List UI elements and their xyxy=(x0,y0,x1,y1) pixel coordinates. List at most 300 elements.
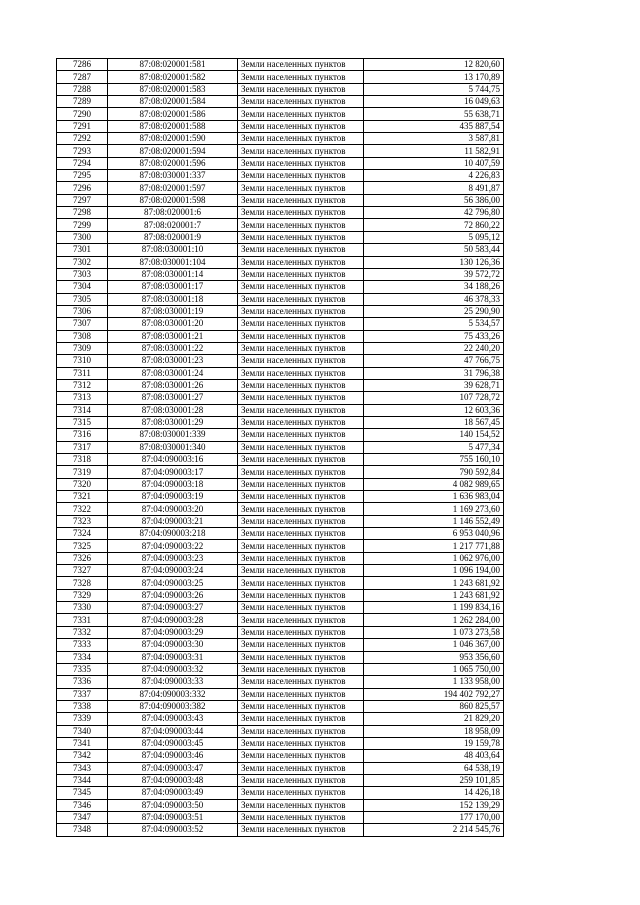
land-category-cell: Земли населенных пунктов xyxy=(238,589,364,601)
cadastral-number-cell: 87:08:020001:584 xyxy=(108,96,238,108)
table-row xyxy=(57,478,504,490)
row-number-cell: 7291 xyxy=(57,120,108,132)
value-cell: 8 491,87 xyxy=(364,182,504,194)
table-row xyxy=(57,774,504,786)
cadastral-number-cell: 87:04:090003:50 xyxy=(108,799,238,811)
value-cell: 1 073 273,58 xyxy=(364,626,504,638)
value-cell: 31 796,38 xyxy=(364,367,504,379)
table-row xyxy=(57,170,504,182)
row-number-cell: 7286 xyxy=(57,59,108,71)
land-category-cell: Земли населенных пунктов xyxy=(238,552,364,564)
table-row xyxy=(57,552,504,564)
table-row xyxy=(57,515,504,527)
value-cell: 790 592,84 xyxy=(364,466,504,478)
land-category-cell: Земли населенных пунктов xyxy=(238,725,364,737)
value-cell: 107 728,72 xyxy=(364,392,504,404)
table-row xyxy=(57,108,504,120)
value-cell: 75 433,26 xyxy=(364,330,504,342)
row-number-cell: 7296 xyxy=(57,182,108,194)
row-number-cell: 7346 xyxy=(57,799,108,811)
table-row xyxy=(57,540,504,552)
table-row xyxy=(57,207,504,219)
row-number-cell: 7317 xyxy=(57,441,108,453)
row-number-cell: 7307 xyxy=(57,318,108,330)
cadastral-number-cell: 87:04:090003:17 xyxy=(108,466,238,478)
land-category-cell: Земли населенных пунктов xyxy=(238,379,364,391)
value-cell: 755 160,10 xyxy=(364,454,504,466)
land-category-cell: Земли населенных пунктов xyxy=(238,96,364,108)
table-row xyxy=(57,491,504,503)
row-number-cell: 7299 xyxy=(57,219,108,231)
cadastral-number-cell: 87:04:090003:28 xyxy=(108,614,238,626)
cadastral-number-cell: 87:08:020001:597 xyxy=(108,182,238,194)
row-number-cell: 7315 xyxy=(57,416,108,428)
value-cell: 1 169 273,60 xyxy=(364,503,504,515)
document-page xyxy=(56,58,504,837)
table-row xyxy=(57,157,504,169)
cadastral-number-cell: 87:08:030001:23 xyxy=(108,355,238,367)
row-number-cell: 7320 xyxy=(57,478,108,490)
table-row xyxy=(57,182,504,194)
row-number-cell: 7292 xyxy=(57,133,108,145)
table-row xyxy=(57,651,504,663)
cadastral-number-cell: 87:04:090003:20 xyxy=(108,503,238,515)
row-number-cell: 7326 xyxy=(57,552,108,564)
cadastral-number-cell: 87:08:020001:590 xyxy=(108,133,238,145)
row-number-cell: 7348 xyxy=(57,824,108,836)
table-row xyxy=(57,762,504,774)
land-plots-table xyxy=(56,58,504,837)
cadastral-number-cell: 87:08:020001:583 xyxy=(108,83,238,95)
value-cell: 11 582,91 xyxy=(364,145,504,157)
row-number-cell: 7322 xyxy=(57,503,108,515)
table-row xyxy=(57,824,504,836)
value-cell: 47 766,75 xyxy=(364,355,504,367)
table-row xyxy=(57,614,504,626)
value-cell: 1 096 194,00 xyxy=(364,565,504,577)
cadastral-number-cell: 87:04:090003:51 xyxy=(108,811,238,823)
row-number-cell: 7294 xyxy=(57,157,108,169)
cadastral-number-cell: 87:04:090003:43 xyxy=(108,713,238,725)
cadastral-number-cell: 87:08:020001:9 xyxy=(108,231,238,243)
row-number-cell: 7324 xyxy=(57,528,108,540)
value-cell: 1 046 367,00 xyxy=(364,639,504,651)
land-category-cell: Земли населенных пунктов xyxy=(238,737,364,749)
row-number-cell: 7312 xyxy=(57,379,108,391)
row-number-cell: 7344 xyxy=(57,774,108,786)
land-category-cell: Земли населенных пунктов xyxy=(238,330,364,342)
table-row xyxy=(57,120,504,132)
land-category-cell: Земли населенных пунктов xyxy=(238,799,364,811)
row-number-cell: 7306 xyxy=(57,305,108,317)
row-number-cell: 7316 xyxy=(57,429,108,441)
land-category-cell: Земли населенных пунктов xyxy=(238,416,364,428)
cadastral-number-cell: 87:08:030001:340 xyxy=(108,441,238,453)
cadastral-number-cell: 87:04:090003:52 xyxy=(108,824,238,836)
land-category-cell: Земли населенных пунктов xyxy=(238,602,364,614)
table-row xyxy=(57,750,504,762)
land-category-cell: Земли населенных пунктов xyxy=(238,342,364,354)
row-number-cell: 7339 xyxy=(57,713,108,725)
table-row xyxy=(57,268,504,280)
table-row xyxy=(57,737,504,749)
table-row xyxy=(57,379,504,391)
land-category-cell: Земли населенных пунктов xyxy=(238,59,364,71)
cadastral-number-cell: 87:08:030001:337 xyxy=(108,170,238,182)
value-cell: 13 170,89 xyxy=(364,71,504,83)
land-category-cell: Земли населенных пунктов xyxy=(238,478,364,490)
table-row xyxy=(57,59,504,71)
value-cell: 18 958,09 xyxy=(364,725,504,737)
value-cell: 2 214 545,76 xyxy=(364,824,504,836)
table-row xyxy=(57,676,504,688)
value-cell: 48 403,64 xyxy=(364,750,504,762)
cadastral-number-cell: 87:08:020001:588 xyxy=(108,120,238,132)
cadastral-number-cell: 87:04:090003:19 xyxy=(108,491,238,503)
value-cell: 42 796,80 xyxy=(364,207,504,219)
value-cell: 1 636 983,04 xyxy=(364,491,504,503)
row-number-cell: 7290 xyxy=(57,108,108,120)
table-row xyxy=(57,688,504,700)
land-category-cell: Земли населенных пунктов xyxy=(238,577,364,589)
cadastral-number-cell: 87:04:090003:29 xyxy=(108,626,238,638)
table-row xyxy=(57,96,504,108)
land-category-cell: Земли населенных пунктов xyxy=(238,688,364,700)
value-cell: 25 290,90 xyxy=(364,305,504,317)
table-row xyxy=(57,355,504,367)
table-row xyxy=(57,244,504,256)
table-row xyxy=(57,293,504,305)
land-category-cell: Земли населенных пунктов xyxy=(238,762,364,774)
row-number-cell: 7321 xyxy=(57,491,108,503)
value-cell: 1 146 552,49 xyxy=(364,515,504,527)
land-category-cell: Земли населенных пунктов xyxy=(238,713,364,725)
table-row xyxy=(57,713,504,725)
row-number-cell: 7338 xyxy=(57,700,108,712)
table-row xyxy=(57,725,504,737)
cadastral-number-cell: 87:04:090003:47 xyxy=(108,762,238,774)
value-cell: 177 170,00 xyxy=(364,811,504,823)
table-row xyxy=(57,639,504,651)
cadastral-number-cell: 87:04:090003:22 xyxy=(108,540,238,552)
cadastral-number-cell: 87:08:030001:339 xyxy=(108,429,238,441)
table-row xyxy=(57,787,504,799)
table-body xyxy=(57,59,504,837)
row-number-cell: 7330 xyxy=(57,602,108,614)
table-row xyxy=(57,194,504,206)
land-category-cell: Земли населенных пунктов xyxy=(238,268,364,280)
row-number-cell: 7345 xyxy=(57,787,108,799)
row-number-cell: 7301 xyxy=(57,244,108,256)
land-category-cell: Земли населенных пунктов xyxy=(238,639,364,651)
row-number-cell: 7289 xyxy=(57,96,108,108)
row-number-cell: 7342 xyxy=(57,750,108,762)
cadastral-number-cell: 87:08:030001:28 xyxy=(108,404,238,416)
cadastral-number-cell: 87:08:030001:24 xyxy=(108,367,238,379)
row-number-cell: 7335 xyxy=(57,663,108,675)
row-number-cell: 7333 xyxy=(57,639,108,651)
land-category-cell: Земли населенных пунктов xyxy=(238,454,364,466)
row-number-cell: 7327 xyxy=(57,565,108,577)
cadastral-number-cell: 87:04:090003:31 xyxy=(108,651,238,663)
cadastral-number-cell: 87:08:030001:14 xyxy=(108,268,238,280)
cadastral-number-cell: 87:04:090003:16 xyxy=(108,454,238,466)
value-cell: 50 583,44 xyxy=(364,244,504,256)
land-category-cell: Земли населенных пунктов xyxy=(238,392,364,404)
table-row xyxy=(57,429,504,441)
cadastral-number-cell: 87:08:030001:22 xyxy=(108,342,238,354)
cadastral-number-cell: 87:08:020001:586 xyxy=(108,108,238,120)
land-category-cell: Земли населенных пунктов xyxy=(238,515,364,527)
value-cell: 194 402 792,27 xyxy=(364,688,504,700)
value-cell: 56 386,00 xyxy=(364,194,504,206)
cadastral-number-cell: 87:08:030001:20 xyxy=(108,318,238,330)
table-row xyxy=(57,342,504,354)
cadastral-number-cell: 87:08:030001:104 xyxy=(108,256,238,268)
row-number-cell: 7334 xyxy=(57,651,108,663)
row-number-cell: 7319 xyxy=(57,466,108,478)
row-number-cell: 7288 xyxy=(57,83,108,95)
row-number-cell: 7314 xyxy=(57,404,108,416)
table-row xyxy=(57,318,504,330)
land-category-cell: Земли населенных пунктов xyxy=(238,293,364,305)
row-number-cell: 7308 xyxy=(57,330,108,342)
table-row xyxy=(57,602,504,614)
value-cell: 860 825,57 xyxy=(364,700,504,712)
table-row xyxy=(57,799,504,811)
row-number-cell: 7328 xyxy=(57,577,108,589)
value-cell: 259 101,85 xyxy=(364,774,504,786)
row-number-cell: 7341 xyxy=(57,737,108,749)
cadastral-number-cell: 87:04:090003:33 xyxy=(108,676,238,688)
value-cell: 1 243 681,92 xyxy=(364,577,504,589)
value-cell: 1 133 958,00 xyxy=(364,676,504,688)
cadastral-number-cell: 87:08:020001:582 xyxy=(108,71,238,83)
cadastral-number-cell: 87:08:020001:596 xyxy=(108,157,238,169)
row-number-cell: 7340 xyxy=(57,725,108,737)
row-number-cell: 7310 xyxy=(57,355,108,367)
table-row xyxy=(57,700,504,712)
table-row xyxy=(57,454,504,466)
value-cell: 5 744,75 xyxy=(364,83,504,95)
value-cell: 64 538,19 xyxy=(364,762,504,774)
cadastral-number-cell: 87:08:030001:19 xyxy=(108,305,238,317)
table-row xyxy=(57,416,504,428)
land-category-cell: Земли населенных пунктов xyxy=(238,503,364,515)
value-cell: 5 477,34 xyxy=(364,441,504,453)
value-cell: 953 356,60 xyxy=(364,651,504,663)
land-category-cell: Земли населенных пунктов xyxy=(238,281,364,293)
value-cell: 46 378,33 xyxy=(364,293,504,305)
row-number-cell: 7347 xyxy=(57,811,108,823)
land-category-cell: Земли населенных пунктов xyxy=(238,700,364,712)
row-number-cell: 7318 xyxy=(57,454,108,466)
value-cell: 22 240,20 xyxy=(364,342,504,354)
land-category-cell: Земли населенных пунктов xyxy=(238,811,364,823)
value-cell: 39 628,71 xyxy=(364,379,504,391)
cadastral-number-cell: 87:04:090003:44 xyxy=(108,725,238,737)
value-cell: 10 407,59 xyxy=(364,157,504,169)
land-category-cell: Земли населенных пунктов xyxy=(238,318,364,330)
cadastral-number-cell: 87:04:090003:48 xyxy=(108,774,238,786)
cadastral-number-cell: 87:08:020001:594 xyxy=(108,145,238,157)
land-category-cell: Земли населенных пунктов xyxy=(238,787,364,799)
row-number-cell: 7295 xyxy=(57,170,108,182)
table-row xyxy=(57,305,504,317)
land-category-cell: Земли населенных пунктов xyxy=(238,194,364,206)
value-cell: 12 820,60 xyxy=(364,59,504,71)
land-category-cell: Земли населенных пунктов xyxy=(238,466,364,478)
land-category-cell: Земли населенных пунктов xyxy=(238,256,364,268)
land-category-cell: Земли населенных пунктов xyxy=(238,651,364,663)
table-row xyxy=(57,330,504,342)
value-cell: 4 226,83 xyxy=(364,170,504,182)
table-row xyxy=(57,71,504,83)
table-row xyxy=(57,392,504,404)
land-category-cell: Земли населенных пунктов xyxy=(238,355,364,367)
row-number-cell: 7337 xyxy=(57,688,108,700)
table-row xyxy=(57,145,504,157)
value-cell: 1 065 750,00 xyxy=(364,663,504,675)
land-category-cell: Земли населенных пунктов xyxy=(238,120,364,132)
land-category-cell: Земли населенных пунктов xyxy=(238,565,364,577)
cadastral-number-cell: 87:08:030001:29 xyxy=(108,416,238,428)
row-number-cell: 7313 xyxy=(57,392,108,404)
table-row xyxy=(57,281,504,293)
value-cell: 1 062 976,00 xyxy=(364,552,504,564)
table-row xyxy=(57,626,504,638)
land-category-cell: Земли населенных пунктов xyxy=(238,404,364,416)
cadastral-number-cell: 87:04:090003:382 xyxy=(108,700,238,712)
land-category-cell: Земли населенных пунктов xyxy=(238,750,364,762)
cadastral-number-cell: 87:04:090003:30 xyxy=(108,639,238,651)
cadastral-number-cell: 87:08:020001:598 xyxy=(108,194,238,206)
land-category-cell: Земли населенных пунктов xyxy=(238,824,364,836)
row-number-cell: 7343 xyxy=(57,762,108,774)
row-number-cell: 7300 xyxy=(57,231,108,243)
cadastral-number-cell: 87:04:090003:49 xyxy=(108,787,238,799)
row-number-cell: 7305 xyxy=(57,293,108,305)
land-category-cell: Земли населенных пунктов xyxy=(238,614,364,626)
land-category-cell: Земли населенных пунктов xyxy=(238,182,364,194)
value-cell: 5 095,12 xyxy=(364,231,504,243)
land-category-cell: Земли населенных пунктов xyxy=(238,626,364,638)
value-cell: 14 426,18 xyxy=(364,787,504,799)
value-cell: 19 159,78 xyxy=(364,737,504,749)
value-cell: 16 049,63 xyxy=(364,96,504,108)
land-category-cell: Земли населенных пунктов xyxy=(238,83,364,95)
cadastral-number-cell: 87:08:030001:27 xyxy=(108,392,238,404)
land-category-cell: Земли населенных пунктов xyxy=(238,219,364,231)
land-category-cell: Земли населенных пунктов xyxy=(238,528,364,540)
table-row xyxy=(57,589,504,601)
table-row xyxy=(57,256,504,268)
land-category-cell: Земли населенных пунктов xyxy=(238,108,364,120)
land-category-cell: Земли населенных пунктов xyxy=(238,231,364,243)
cadastral-number-cell: 87:08:030001:26 xyxy=(108,379,238,391)
value-cell: 72 860,22 xyxy=(364,219,504,231)
row-number-cell: 7309 xyxy=(57,342,108,354)
land-category-cell: Земли населенных пунктов xyxy=(238,305,364,317)
land-category-cell: Земли населенных пунктов xyxy=(238,676,364,688)
cadastral-number-cell: 87:04:090003:27 xyxy=(108,602,238,614)
table-row xyxy=(57,83,504,95)
table-row xyxy=(57,811,504,823)
land-category-cell: Земли населенных пунктов xyxy=(238,367,364,379)
land-category-cell: Земли населенных пунктов xyxy=(238,170,364,182)
row-number-cell: 7331 xyxy=(57,614,108,626)
land-category-cell: Земли населенных пунктов xyxy=(238,207,364,219)
value-cell: 34 188,26 xyxy=(364,281,504,293)
table-row xyxy=(57,441,504,453)
row-number-cell: 7325 xyxy=(57,540,108,552)
table-row xyxy=(57,231,504,243)
cadastral-number-cell: 87:04:090003:23 xyxy=(108,552,238,564)
table-row xyxy=(57,565,504,577)
cadastral-number-cell: 87:04:090003:332 xyxy=(108,688,238,700)
value-cell: 39 572,72 xyxy=(364,268,504,280)
table-row xyxy=(57,577,504,589)
cadastral-number-cell: 87:08:030001:17 xyxy=(108,281,238,293)
value-cell: 4 082 989,65 xyxy=(364,478,504,490)
value-cell: 21 829,20 xyxy=(364,713,504,725)
cadastral-number-cell: 87:04:090003:218 xyxy=(108,528,238,540)
row-number-cell: 7323 xyxy=(57,515,108,527)
cadastral-number-cell: 87:04:090003:25 xyxy=(108,577,238,589)
row-number-cell: 7329 xyxy=(57,589,108,601)
table-row xyxy=(57,503,504,515)
row-number-cell: 7302 xyxy=(57,256,108,268)
value-cell: 1 243 681,92 xyxy=(364,589,504,601)
cadastral-number-cell: 87:08:020001:7 xyxy=(108,219,238,231)
table-row xyxy=(57,133,504,145)
cadastral-number-cell: 87:04:090003:24 xyxy=(108,565,238,577)
row-number-cell: 7287 xyxy=(57,71,108,83)
value-cell: 55 638,71 xyxy=(364,108,504,120)
table-row xyxy=(57,404,504,416)
value-cell: 5 534,57 xyxy=(364,318,504,330)
land-category-cell: Земли населенных пунктов xyxy=(238,540,364,552)
value-cell: 152 139,29 xyxy=(364,799,504,811)
row-number-cell: 7311 xyxy=(57,367,108,379)
cadastral-number-cell: 87:08:030001:10 xyxy=(108,244,238,256)
table-row xyxy=(57,663,504,675)
row-number-cell: 7304 xyxy=(57,281,108,293)
cadastral-number-cell: 87:04:090003:26 xyxy=(108,589,238,601)
row-number-cell: 7336 xyxy=(57,676,108,688)
row-number-cell: 7293 xyxy=(57,145,108,157)
cadastral-number-cell: 87:08:020001:581 xyxy=(108,59,238,71)
table-row xyxy=(57,466,504,478)
cadastral-number-cell: 87:04:090003:46 xyxy=(108,750,238,762)
row-number-cell: 7332 xyxy=(57,626,108,638)
cadastral-number-cell: 87:08:030001:21 xyxy=(108,330,238,342)
value-cell: 1 217 771,88 xyxy=(364,540,504,552)
land-category-cell: Земли населенных пунктов xyxy=(238,429,364,441)
value-cell: 18 567,45 xyxy=(364,416,504,428)
table-row xyxy=(57,528,504,540)
land-category-cell: Земли населенных пунктов xyxy=(238,663,364,675)
land-category-cell: Земли населенных пунктов xyxy=(238,491,364,503)
row-number-cell: 7303 xyxy=(57,268,108,280)
land-category-cell: Земли населенных пунктов xyxy=(238,145,364,157)
cadastral-number-cell: 87:04:090003:18 xyxy=(108,478,238,490)
land-category-cell: Земли населенных пунктов xyxy=(238,71,364,83)
value-cell: 3 587,81 xyxy=(364,133,504,145)
land-category-cell: Земли населенных пунктов xyxy=(238,774,364,786)
land-category-cell: Земли населенных пунктов xyxy=(238,133,364,145)
cadastral-number-cell: 87:04:090003:45 xyxy=(108,737,238,749)
